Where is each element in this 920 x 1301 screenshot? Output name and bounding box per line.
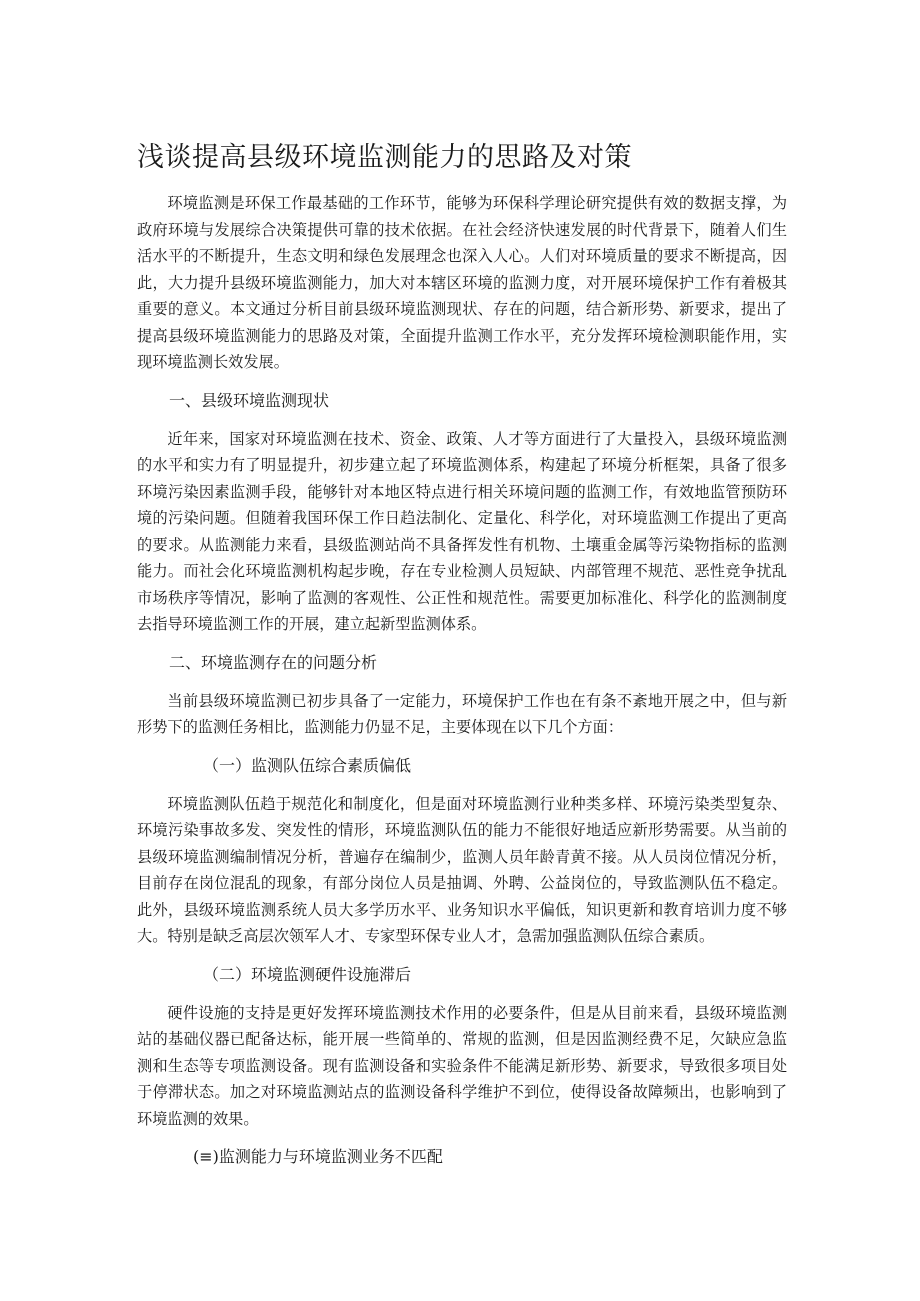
page-title: 浅谈提高县级环境监测能力的思路及对策 — [137, 142, 632, 173]
subsection-3-heading: (≡)监测能力与环境监测业务不匹配 — [193, 1147, 443, 1166]
section-1-heading: 一、县级环境监测现状 — [169, 390, 330, 410]
section-2-heading: 二、环境监测存在的问题分析 — [169, 652, 378, 672]
section-1-paragraph: 近年来，国家对环境监测在技术、资金、政策、人才等方面进行了大量投入，县级环境监测的水平和实力有了明显提升，初步建立起了环境监测体系，构建起了环境分析框架，具备了很多环境污染因素监测手段，能够针对本地区特点进行相关环境问题的监测工作，有效地监管预防环境的污染问题。但随着我国环保工作日趋法制化、定量化、科学化，对环境监测工作提出了更高的要求。从监测能力来看，县级监测站尚不具备挥发性有机物、土壤重金属等污染物指标的监测能力。而社会化环境监测机构起步晚，存在专业检测人员短缺、内部管理不规范、恶性竞争扰乱市场秩序等情况，影响了监测的客观性、公正性和规范性。需要更加标准化、科学化的监测制度去指导环境监测工作的开展，建立起新型监测体系。 — [137, 429, 787, 633]
intro-paragraph: 环境监测是环保工作最基础的工作环节，能够为环保科学理论研究提供有效的数据支撑，为政府环境与发展综合决策提供可靠的技术依据。在社会经济快速发展的时代背景下，随着人们生活水平的不断提升，生态文明和绿色发展理念也深入人心。人们对环境质量的要求不断提高，因此，大力提升县级环境监测能力，加大对本辖区环境的监测力度，对开展环境保护工作有着极其重要的意义。本文通过分析目前县级环境监测现状、存在的问题，结合新形势、新要求，提出了提高县级环境监测能力的思路及对策，全面提升监测工作水平，充分发挥环境检测职能作用，实现环境监测长效发展。 — [137, 194, 787, 371]
subsection-1-paragraph: 环境监测队伍趋于规范化和制度化，但是面对环境监测行业种类多样、环境污染类型复杂、环境污染事故多发、突发性的情形，环境监测队伍的能力不能很好地适应新形势需要。从当前的县级环境监测编制情况分析，普遍存在编制少，监测人员年龄青黄不接。从人员岗位情况分析，目前存在岗位混乱的现象，有部分岗位人员是抽调、外聘、公益岗位的，导致监测队伍不稳定。此外，县级环境监测系统人员大多学历水平、业务知识水平偏低，知识更新和教育培训力度不够大。特别是缺乏高层次领军人才、专家型环保专业人才，急需加强监测队伍综合素质。 — [137, 794, 787, 945]
subsection-2-heading: （二）环境监测硬件设施滞后 — [203, 964, 412, 984]
subsection-1-heading: （一）监测队伍综合素质偏低 — [203, 755, 412, 775]
document-page — [137, 138, 787, 1182]
subsection-2-paragraph: 硬件设施的支持是更好发挥环境监测技术作用的必要条件，但是从目前来看，县级环境监测站的基础仪器已配备达标，能开展一些简单的、常规的监测，但是因监测经费不足，欠缺应急监测和生态等专项监测设备。现有监测设备和实验条件不能满足新形势、新要求，导致很多项目处于停滞状态。加之对环境监测站点的监测设备科学维护不到位，使得设备故障频出，也影响到了环境监测的效果。 — [137, 1003, 787, 1128]
section-2-paragraph: 当前县级环境监测已初步具备了一定能力，环境保护工作也在有条不紊地开展之中，但与新形势下的监测任务相比，监测能力仍显不足，主要体现在以下几个方面： — [137, 691, 787, 736]
